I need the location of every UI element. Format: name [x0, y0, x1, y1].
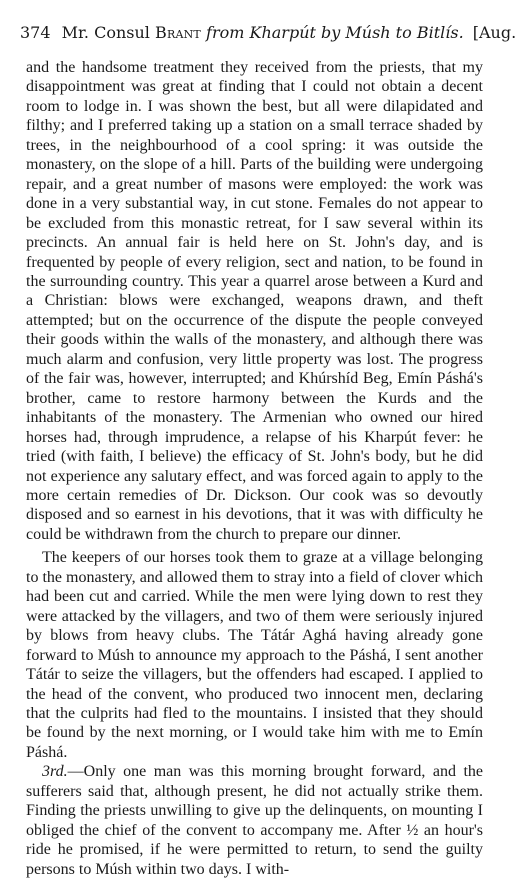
date-label: 3rd. [42, 763, 68, 781]
header-author: Brant [155, 23, 201, 42]
page-number: 374 [20, 23, 51, 42]
paragraph [26, 762, 483, 879]
running-header [20, 23, 516, 42]
paragraph-text: —Only one man was this morning brought forward, and the sufferers said that, although present, he did not actually strike them. Finding the priests unwilling to give up the delinquents, on mounting I obliged the chief of the convent to accompany me. After ½ an hour's ride he promised, if he were permitted to return, to send the guilty persons to Músh within two days. I with- [26, 763, 483, 878]
header-title-prefix: Mr. Consul [61, 23, 150, 42]
paragraph: and the handsome treatment they received from the priests, that my disappointment was great at finding that I could not obtain a decent room to lodge in. I was shown the best, but all were dilapidated and filthy; and I preferred taking up a station on a small terrace shaded by trees, in the neighbourhood of a cool spring: it was outside the monastery, on the slope of a hill. Parts of the building were undergoing repair, and a great number of masons were employed: the work was done in a very substantial way, in cut stone. Females do not appear to be excluded from this monastic retreat, for I saw several within its precincts. An annual fair is held here on St. John's day, and is frequented by people of every religion, sect and nation, to be found in the surrounding country. This year a quarrel arose between a Kurd and a Christian: blows were exchanged, weapons drawn, and theft attempted; but on the occurrence of the dispute the people conveyed their goods within the walls of the monastery, and although there was much alarm and confusion, very little property was lost. The progress of the fair was, however, interrupted; and Khúrshíd Beg, Emín Páshá's brother, came to restore harmony between the Kurds and the inhabitants of the monastery. The Armenian who owned our hired horses had, through imprudence, a relapse of his Kharpút fever: he tried (with faith, I believe) the efficacy of St. John's body, but he did not experience any salutary effect, and was forced again to apply to the more certain remedies of Dr. Dickson. Our cook was so devoutly disposed and so earnest in his devotions, that it was with difficulty he could be withdrawn from the church to prepare our dinner. [26, 59, 483, 543]
header-month: [Aug. [472, 23, 516, 42]
body-text [26, 58, 483, 879]
header-route: from Kharpút by Músh to Bitlís. [206, 23, 464, 42]
paragraph: The keepers of our horses took them to graze at a village belonging to the monastery, and allowed them to stray into a field of clover which had been cut and carried. While the men were lying down to rest they were attacked by the villagers, and two of them were seriously injured by blows from heavy clubs. The Tátár Aghá having already gone forward to Músh to announce my approach to the Páshá, I sent another Tátár to seize the villagers, but the offenders had escaped. I applied to the head of the convent, who produced two innocent men, declaring that the culprits had fled to the mountains. I insisted that they should be found by the next morning, or I would take him with me to Emín Páshá. [26, 549, 483, 761]
